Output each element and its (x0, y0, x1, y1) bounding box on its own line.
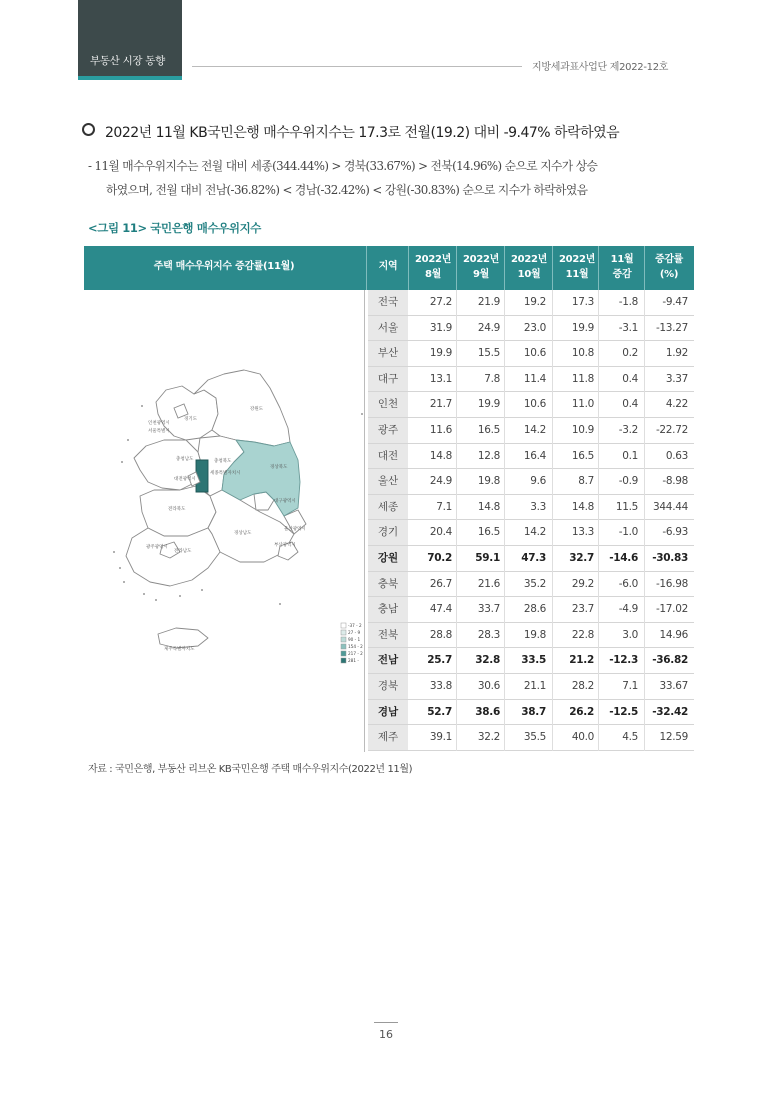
map-label: 제주특별자치도 (164, 647, 195, 652)
map-label: 세종특별자치시 (210, 471, 241, 476)
table-cell: 30.6 (477, 680, 500, 692)
table-cell: 19.9 (571, 321, 594, 334)
table-cell: 26.7 (429, 577, 452, 590)
table-cell: -4.9 (618, 603, 638, 616)
table-cell: 32.8 (475, 654, 500, 667)
table-cell: 3.37 (665, 372, 688, 385)
col-header-line1: 2022년 (463, 254, 499, 265)
table-cell: 0.63 (665, 449, 688, 462)
table-cell: 1.92 (665, 347, 688, 360)
table-cell: 11.6 (429, 424, 452, 436)
map-label: 전라남도 (174, 549, 192, 554)
table-cell: 11.5 (615, 500, 638, 513)
table-cell: 7.8 (484, 372, 500, 385)
table-cell: 32.2 (477, 731, 500, 744)
section-tab-accent (78, 76, 182, 80)
table-cell: 24.9 (429, 475, 452, 488)
table-row-region: 세종 (368, 495, 408, 521)
map-label: 경상북도 (270, 465, 288, 470)
table-cell: -9.47 (662, 296, 688, 308)
legend-label: 217 - 2 (348, 651, 363, 656)
column-divider (456, 290, 457, 751)
header-separator (644, 246, 645, 290)
headline (82, 122, 619, 142)
table-cell: 38.6 (475, 705, 500, 718)
table-cell: -30.83 (652, 552, 688, 564)
table-cell: -12.5 (609, 705, 638, 718)
table-cell: 21.9 (477, 296, 500, 308)
table-cell: 38.7 (521, 705, 546, 718)
table-cell: -0.9 (618, 475, 638, 488)
col-header-line1: 2022년 (415, 254, 451, 265)
table-cell: 344.44 (653, 500, 688, 513)
table-cell: 9.6 (530, 475, 546, 488)
table-cell: -8.98 (662, 475, 688, 488)
map-region-jeonnam (126, 528, 220, 586)
table-cell: 12.59 (659, 731, 688, 744)
table-cell: 16.5 (571, 449, 594, 462)
table-cell: 13.1 (429, 372, 452, 385)
table-cell: 35.2 (523, 577, 546, 590)
table-row-region: 대구 (368, 367, 408, 393)
table-cell: 26.2 (569, 705, 594, 718)
table-cell: 15.5 (477, 347, 500, 360)
table-cell: 22.8 (571, 628, 594, 641)
table-cell: 19.8 (477, 475, 500, 488)
page-divider (374, 1022, 398, 1023)
table-cell: 0.4 (622, 372, 638, 385)
row-divider (368, 750, 694, 751)
table-cell: 4.22 (665, 398, 688, 411)
col-header-line2: 11월 (565, 269, 589, 280)
table-cell: -22.72 (655, 424, 688, 436)
col-header (506, 252, 552, 282)
table-row-region: 서울 (368, 316, 408, 342)
header-separator (408, 246, 409, 290)
map-label: 인천광역시 (148, 421, 170, 426)
table-cell: 24.9 (477, 321, 500, 334)
col-header-line1: 11월 (610, 254, 634, 265)
table-cell: 17.3 (571, 296, 594, 308)
table-cell: 8.7 (578, 475, 594, 488)
table-row-region: 울산 (368, 469, 408, 495)
map-legend (341, 623, 363, 663)
col-header-line2: 10월 (517, 269, 541, 280)
table-cell: 7.1 (622, 680, 638, 692)
korea-map (84, 290, 364, 752)
table-row-region: 전국 (368, 290, 408, 316)
table-cell: 33.67 (659, 680, 688, 692)
table-cell: 16.5 (477, 424, 500, 436)
table-cell: 59.1 (475, 552, 500, 564)
legend-label: -37 - 2 (348, 623, 362, 628)
table-cell: 14.8 (477, 500, 500, 513)
header-separator (598, 246, 599, 290)
map-label: 대구광역시 (274, 499, 296, 504)
table-cell: 28.8 (429, 628, 452, 641)
table-cell: 3.0 (622, 628, 638, 641)
table-cell: 14.8 (429, 449, 452, 462)
table-cell: -13.27 (655, 321, 688, 334)
source-note: 자료 : 국민은행, 부동산 리브온 KB국민은행 주택 매수우위지수(2022년 11월) (88, 764, 413, 775)
table-cell: 47.3 (521, 552, 546, 564)
table-cell: 7.1 (436, 500, 452, 513)
table-cell: 25.7 (427, 654, 452, 667)
section-tab-label: 부동산 시장 동향 (90, 55, 165, 67)
table-cell: 31.9 (429, 321, 452, 334)
table-cell: -3.1 (618, 321, 638, 334)
table-cell: 27.2 (429, 296, 452, 308)
col-header-line1: 2022년 (511, 254, 547, 265)
table-cell: 19.8 (523, 628, 546, 641)
table-cell: 16.5 (477, 526, 500, 539)
table-cell: 12.8 (477, 449, 500, 462)
detail-line-1: - 11월 매수우위지수는 전월 대비 세종(344.44%) > 경북(33.67%) > 전북(14.96%) 순으로 지수가 상승 (88, 159, 598, 173)
table-row-region: 충북 (368, 572, 408, 598)
table-cell: 39.1 (429, 731, 452, 744)
table-cell: 33.5 (521, 654, 546, 667)
table-cell: 0.1 (622, 449, 638, 462)
col-header-line1: 증감률 (654, 254, 684, 265)
table-cell: 21.6 (477, 577, 500, 590)
table-cell: 13.3 (571, 526, 594, 539)
map-label: 전라북도 (168, 507, 186, 512)
table-cell: 28.6 (523, 603, 546, 616)
col-header (410, 252, 456, 282)
table-cell: 29.2 (571, 577, 594, 590)
table-row-region: 제주 (368, 725, 408, 751)
col-header-line1: 2022년 (559, 254, 595, 265)
map-label: 부산광역시 (274, 543, 296, 548)
map-label: 충청남도 (176, 457, 194, 462)
table-cell: 47.4 (429, 603, 452, 616)
table-cell: 21.2 (569, 654, 594, 667)
map-label: 경상남도 (234, 531, 252, 536)
table-cell: 52.7 (427, 705, 452, 718)
legend-label: 281 - (348, 658, 359, 663)
table-cell: 20.4 (429, 526, 452, 539)
table-cell: 28.3 (477, 628, 500, 641)
map-label: 경기도 (184, 417, 198, 422)
section-tab (78, 0, 182, 80)
col-header-line2: (%) (659, 269, 679, 280)
col-header-line2: 9월 (472, 269, 490, 280)
table-row-region: 충남 (368, 597, 408, 623)
publication-label: 지방세과표사업단 제2022-12호 (532, 62, 669, 73)
table-row-region: 부산 (368, 341, 408, 367)
table-row-region: 인천 (368, 392, 408, 418)
table-cell: 10.9 (571, 424, 594, 436)
column-divider (598, 290, 599, 751)
map-panel (84, 290, 365, 752)
table-cell: 0.4 (622, 398, 638, 411)
table-cell: 14.96 (659, 628, 688, 641)
col-header (600, 252, 644, 282)
map-region-jeju (158, 628, 208, 648)
table-cell: 33.7 (477, 603, 500, 616)
table-row-region: 경기 (368, 520, 408, 546)
table-cell: 11.8 (571, 372, 594, 385)
col-header-line2: 증감 (612, 269, 632, 280)
table-row-region: 전북 (368, 623, 408, 649)
table-cell: 3.3 (530, 500, 546, 513)
table-cell: 21.7 (429, 398, 452, 411)
table-cell: 4.5 (622, 731, 638, 744)
table-cell: 21.1 (523, 680, 546, 692)
header-separator (552, 246, 553, 290)
table-cell: 35.5 (523, 731, 546, 744)
col-header (646, 252, 692, 282)
table-row-region: 강원 (368, 546, 408, 572)
table-cell: -16.98 (655, 577, 688, 590)
table-cell: -1.8 (618, 296, 638, 308)
legend-label: 27 - 9 (348, 630, 361, 635)
map-label: 대전광역시 (174, 477, 196, 482)
table-cell: 11.0 (571, 398, 594, 411)
header-divider (192, 66, 522, 67)
table-cell: -6.0 (618, 577, 638, 590)
header-separator (504, 246, 505, 290)
column-divider (504, 290, 505, 751)
table-cell: 14.2 (523, 526, 546, 539)
table-cell: 70.2 (427, 552, 452, 564)
table-cell: 10.8 (571, 347, 594, 360)
table-cell: 33.8 (429, 680, 452, 692)
table-cell: -32.42 (652, 705, 688, 718)
table-cell: -14.6 (609, 552, 638, 564)
table-cell: 14.2 (523, 424, 546, 436)
header-separator (456, 246, 457, 290)
table-cell: 10.6 (523, 347, 546, 360)
table-cell: -36.82 (652, 654, 688, 667)
table-cell: 19.2 (523, 296, 546, 308)
column-divider (644, 290, 645, 751)
column-divider (552, 290, 553, 751)
page-number: 16 (379, 1028, 393, 1041)
table-row-region: 전남 (368, 648, 408, 674)
table-cell: 0.2 (622, 347, 638, 360)
table-cell: 19.9 (429, 347, 452, 360)
table-cell: 23.0 (523, 321, 546, 334)
table-row-region: 대전 (368, 444, 408, 470)
table-cell: 10.6 (523, 398, 546, 411)
map-label: 광주광역시 (146, 545, 168, 550)
legend-label: 90 - 1 (348, 637, 361, 642)
col-header (458, 252, 504, 282)
col-header (554, 252, 600, 282)
map-label: 서울특별시 (148, 429, 170, 434)
table-cell: -1.0 (618, 526, 638, 539)
table-cell: 16.4 (523, 449, 546, 462)
col-region-header: 지역 (378, 261, 398, 272)
table-cell: 40.0 (571, 731, 594, 744)
table-cell: 23.7 (571, 603, 594, 616)
map-label: 충청북도 (214, 459, 232, 464)
table-cell: -12.3 (609, 654, 638, 667)
table-row-region: 경남 (368, 700, 408, 726)
table-cell: -6.93 (662, 526, 688, 539)
circle-bullet-icon (82, 123, 95, 136)
table-cell: -17.02 (655, 603, 688, 616)
table-cell: 28.2 (571, 680, 594, 692)
table-cell: 14.8 (571, 500, 594, 513)
figure-title: <그림 11> 국민은행 매수우위지수 (88, 221, 261, 235)
col-header-line2: 8월 (424, 269, 442, 280)
legend-label: 154 - 2 (348, 644, 363, 649)
detail-line-2: 하였으며, 전월 대비 전남(-36.82%) < 경남(-32.42%) < 강원(-30.83%) 순으로 지수가 하락하였음 (106, 183, 588, 197)
table-cell: 11.4 (523, 372, 546, 385)
headline-text: 2022년 11월 KB국민은행 매수우위지수는 17.3로 전월(19.2) 대비 -9.47% 하락하였음 (105, 125, 620, 141)
map-label: 울산광역시 (284, 527, 306, 532)
table-cell: 19.9 (477, 398, 500, 411)
map-header: 주택 매수우위지수 증감률(11월) (153, 261, 295, 272)
table-row-region: 경북 (368, 674, 408, 700)
table-row-region: 광주 (368, 418, 408, 444)
table-cell: 32.7 (569, 552, 594, 564)
header-separator (366, 246, 367, 290)
table-cell: -3.2 (618, 424, 638, 436)
map-label: 강원도 (250, 407, 264, 412)
